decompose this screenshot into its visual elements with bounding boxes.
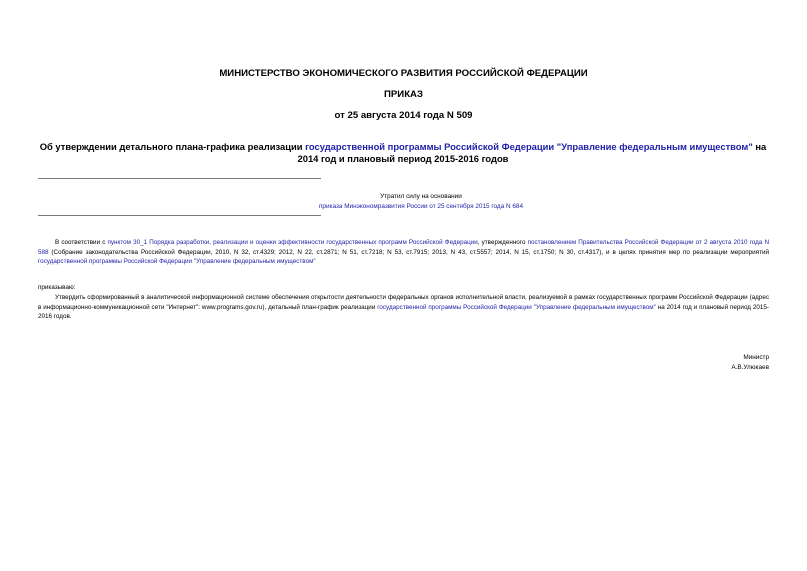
state-program-link[interactable]: государственной программы Российской Федерации "Управление федеральным имуществом"	[38, 258, 316, 266]
paragraph-basis	[38, 238, 769, 267]
state-program-link-2[interactable]: государственной программы Российской Федерации "Управление федеральным имуществом"	[377, 303, 656, 311]
ministry-heading: МИНИСТЕРСТВО ЭКОНОМИЧЕСКОГО РАЗВИТИЯ РОССИЙСКОЙ ФЕДЕРАЦИИ	[219, 68, 588, 79]
title-prefix: Об утверждении детального плана-графика реализации	[39, 141, 306, 152]
top-divider	[38, 178, 321, 179]
paragraph-basis-text-2: , утвержденного	[477, 239, 528, 246]
government-decree-link[interactable]: постановлением Правительства Российской Федерации от 2 августа 2010 года N 588	[38, 239, 769, 256]
title-program-link[interactable]: государственной программы Российской Федерации "Управление федеральным имуществом"	[305, 141, 753, 152]
signature-position: Министр	[743, 354, 769, 361]
order-word: приказываю:	[38, 284, 76, 291]
document-type-heading: ПРИКАЗ	[384, 89, 423, 100]
repeal-notice-line	[36, 202, 806, 211]
paragraph-approve-text-1: Утвердить сформированный в аналитической информационной системе обеспечения открытости деятельности федеральных органов исполнительной власти, реализуемой в рамках государственных программ Российской Федерации (адрес в информационно-коммуникационной сети "Интернет": www.programs.gov.ru), детальный план-график реализации	[38, 294, 769, 311]
paragraph-basis-text-1: В соответствии с	[55, 239, 108, 246]
document-title	[36, 141, 770, 165]
bottom-divider	[38, 215, 321, 216]
signature-name: А.В.Улюкаев	[731, 364, 769, 371]
repeal-notice-text: Утратил силу на основании	[380, 193, 462, 200]
paragraph-approve	[38, 293, 769, 322]
document-date-number: от 25 августа 2014 года N 509	[334, 110, 473, 121]
title-suffix: на 2014 год и плановый период 2015-2016 годов	[297, 141, 767, 164]
paragraph-basis-text-3: (Собрание законодательства Российской Федерации, 2010, N 32, ст.4329; 2012, N 22, ст.2871; N 51, ст.7218; N 53, ст.7915; 2013, N 43, ст.5557; 2014, N 15, ст.1750; N 30, ст.4317), и в целях принятия мер по реализации мероприятий	[48, 248, 769, 256]
procedure-clause-link[interactable]: пунктом 30_1 Порядка разработки, реализации и оценки эффективности государственных программ Российской Федерации	[107, 239, 478, 246]
paragraph-approve-text-2: на 2014 год и плановый период 2015-2016 годов.	[38, 303, 769, 321]
repeal-notice-link[interactable]: приказа Минэкономразвития России от 25 сентября 2015 года N 684	[318, 203, 524, 210]
